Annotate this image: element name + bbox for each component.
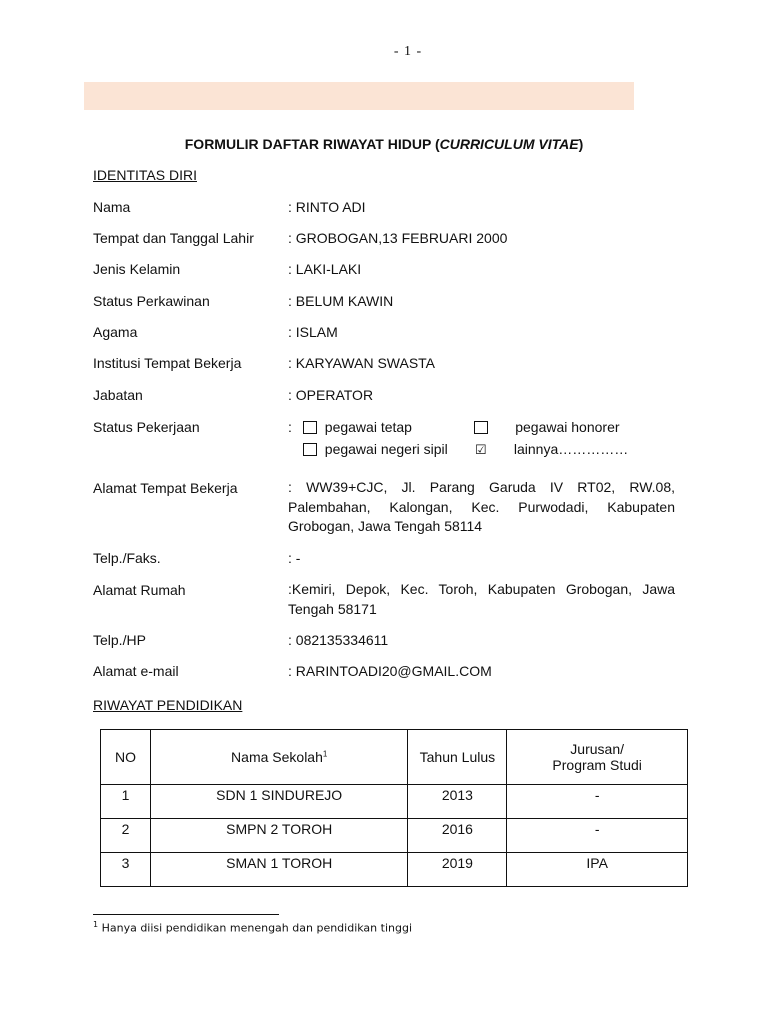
option-permanent-label: pegawai tetap: [324, 419, 412, 435]
cell-major: IPA: [507, 853, 688, 887]
header-school-label: Nama Sekolah: [231, 749, 323, 765]
page-number: - 1 -: [393, 44, 423, 59]
field-label-birth: Tempat dan Tanggal Lahir: [93, 230, 254, 246]
field-label-gender: Jenis Kelamin: [93, 261, 181, 277]
field-value-position: : OPERATOR: [288, 387, 374, 403]
cell-major: -: [507, 785, 688, 819]
option-permanent[interactable]: [303, 419, 412, 435]
field-label-phone-fax: Telp./Faks.: [93, 550, 161, 566]
table-row: [101, 819, 688, 853]
field-label-employment-status: Status Pekerjaan: [93, 419, 200, 435]
checkbox-honorary[interactable]: [474, 421, 488, 434]
table-header-row: [101, 730, 688, 785]
field-value-name: : RINTO ADI: [288, 199, 366, 215]
cell-school: SMAN 1 TOROH: [150, 853, 408, 887]
cell-no: 2: [101, 819, 151, 853]
field-label-name: Nama: [93, 199, 131, 215]
field-label-religion: Agama: [93, 324, 138, 340]
field-label-marital: Status Perkawinan: [93, 293, 210, 309]
field-value-gender: : LAKI-LAKI: [288, 261, 362, 277]
field-label-work-address: Alamat Tempat Bekerja: [93, 480, 238, 496]
field-value-phone-fax: : -: [288, 550, 301, 566]
field-value-institution: : KARYAWAN SWASTA: [288, 355, 436, 371]
field-label-phone-hp: Telp./HP: [93, 632, 146, 648]
education-heading: RIWAYAT PENDIDIKAN: [93, 697, 243, 713]
option-honorary[interactable]: [474, 419, 620, 435]
cell-school: SDN 1 SINDUREJO: [150, 785, 408, 819]
footnote-text: Hanya diisi pendidikan menengah dan pendidikan tinggi: [98, 921, 413, 935]
table-row: [101, 853, 688, 887]
checkbox-permanent[interactable]: [303, 421, 317, 434]
header-school: [150, 730, 408, 785]
cell-year: 2013: [408, 785, 507, 819]
field-value-email: : RARINTOADI20@GMAIL.COM: [288, 663, 492, 679]
header-major-line1: Jurusan/: [570, 741, 624, 757]
title-text: FORMULIR DAFTAR RIWAYAT HIDUP (: [184, 136, 440, 152]
identity-heading: IDENTITAS DIRI: [93, 167, 197, 183]
field-label-institution: Institusi Tempat Bekerja: [93, 355, 242, 371]
option-other[interactable]: [475, 441, 628, 458]
header-banner: [84, 82, 634, 110]
table-row: [101, 785, 688, 819]
field-value-birth: : GROBOGAN,13 FEBRUARI 2000: [288, 230, 508, 246]
status-colon: :: [288, 419, 292, 435]
option-other-label: lainnya……………: [513, 441, 629, 457]
field-value-home-address: :Kemiri, Depok, Kec. Toroh, Kabupaten Grobogan, Jawa Tengah 58171: [288, 581, 675, 617]
header-school-footnote-mark: 1: [322, 749, 328, 759]
form-title: [0, 136, 768, 152]
field-value-work-address: : WW39+CJC, Jl. Parang Garuda IV RT02, RW.08, Palembahan, Kalongan, Kec. Purwodadi, Kabupaten Grobogan, Jawa Tengah 58114: [288, 479, 675, 534]
field-label-position: Jabatan: [93, 387, 143, 403]
footnote-mark: 1: [93, 920, 99, 929]
header-major-line2: Program Studi: [552, 757, 642, 773]
field-label-home-address: Alamat Rumah: [93, 582, 186, 598]
option-civil-servant-label: pegawai negeri sipil: [324, 441, 448, 457]
field-value-religion: : ISLAM: [288, 324, 338, 340]
cell-year: 2019: [408, 853, 507, 887]
title-close: ): [578, 136, 584, 152]
header-no: NO: [101, 730, 151, 785]
title-italic: CURRICULUM VITAE: [439, 136, 579, 152]
checkbox-civil-servant[interactable]: [303, 443, 317, 456]
header-major: [507, 730, 688, 785]
cell-major: -: [507, 819, 688, 853]
header-year: Tahun Lulus: [408, 730, 507, 785]
option-civil-servant[interactable]: [303, 441, 448, 457]
cell-no: 1: [101, 785, 151, 819]
option-honorary-label: pegawai honorer: [515, 419, 620, 435]
field-value-marital: : BELUM KAWIN: [288, 293, 394, 309]
cell-year: 2016: [408, 819, 507, 853]
footnote-divider: [93, 914, 279, 915]
cell-no: 3: [101, 853, 151, 887]
field-label-email: Alamat e-mail: [93, 663, 179, 679]
footnote: [93, 920, 412, 935]
education-table: [100, 729, 688, 887]
field-value-phone-hp: : 082135334611: [288, 632, 389, 648]
checkbox-other-checked-icon[interactable]: ☑: [475, 442, 487, 457]
cell-school: SMPN 2 TOROH: [150, 819, 408, 853]
